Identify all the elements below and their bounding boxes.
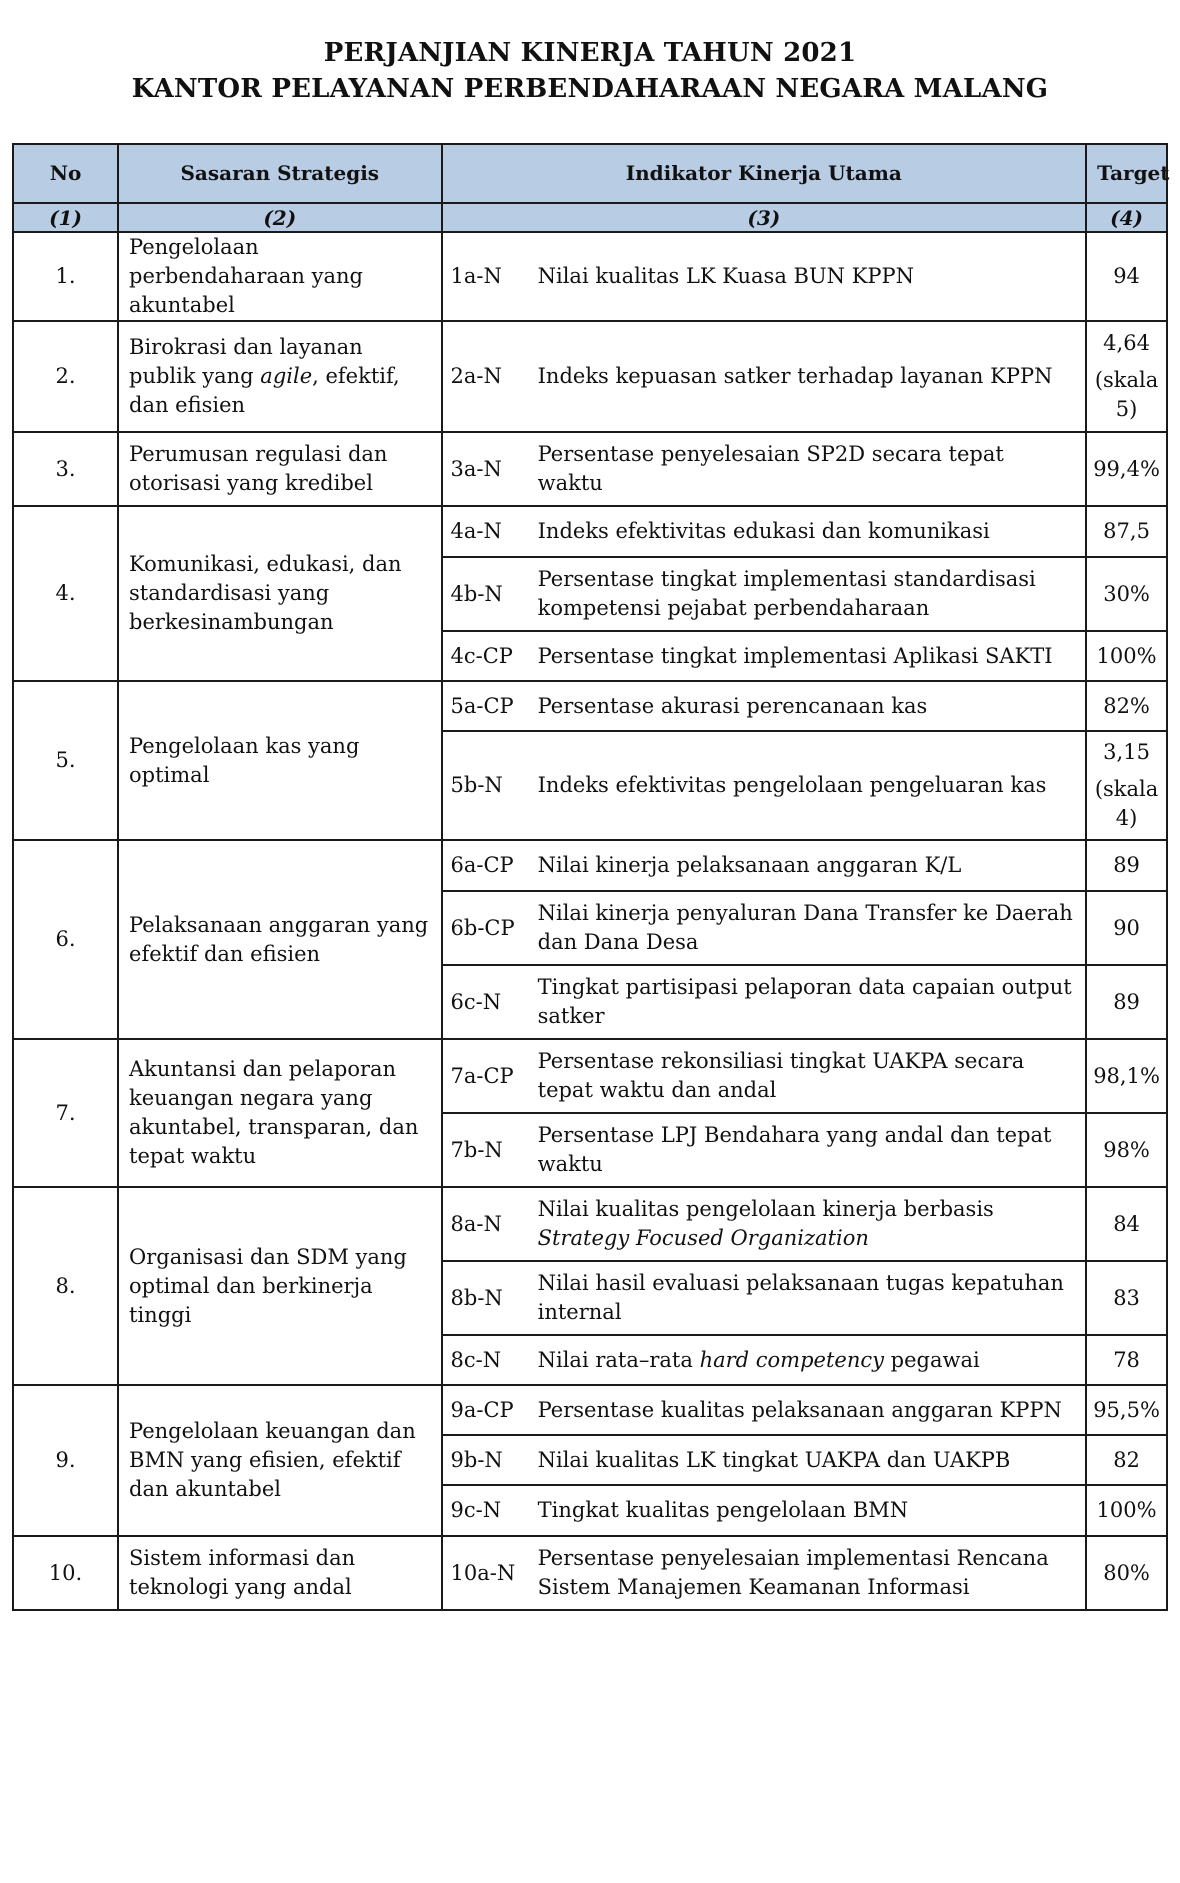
target-spacer — [1091, 767, 1162, 775]
row-number: 2. — [13, 321, 118, 432]
sasaran-strategis-cell: Pengelolaan keuangan dan BMN yang efisien, efektif dan akuntabel — [118, 1385, 442, 1536]
document-subtitle: KANTOR PELAYANAN PERBENDAHARAAN NEGARA MALANG — [131, 74, 1049, 104]
sasaran-strategis-cell: Komunikasi, edukasi, dan standardisasi yang berkesinambungan — [118, 506, 442, 681]
target-spacer — [1091, 358, 1162, 366]
row-number: 7. — [13, 1039, 118, 1187]
target-value: 78 — [1086, 1335, 1167, 1385]
indicator-italic-term: hard competency — [699, 1347, 884, 1372]
target-value — [1086, 321, 1167, 432]
indicator-description: Persentase LPJ Bendahara yang andal dan tepat waktu — [530, 1113, 1086, 1187]
performance-agreement-table — [12, 143, 1168, 1611]
indicator-description: Indeks kepuasan satker terhadap layanan KPPN — [530, 321, 1086, 432]
indicator-text: pegawai — [883, 1347, 980, 1372]
sasaran-strategis-cell — [118, 321, 442, 432]
indicator-description — [530, 1187, 1086, 1261]
indicator-description: Persentase tingkat implementasi Aplikasi SAKTI — [530, 631, 1086, 681]
sasaran-strategis-cell: Sistem informasi dan teknologi yang andal — [118, 1536, 442, 1610]
target-value: 100% — [1086, 1485, 1167, 1536]
indicator-text: Nilai rata–rata — [537, 1347, 700, 1372]
row-number: 3. — [13, 432, 118, 506]
row-number: 10. — [13, 1536, 118, 1610]
indicator-description: Nilai kinerja penyaluran Dana Transfer ke Daerah dan Dana Desa — [530, 891, 1086, 965]
target-value: 98,1% — [1086, 1039, 1167, 1113]
indicator-code: 3a-N — [442, 432, 530, 506]
target-number: 4,64 — [1103, 331, 1150, 355]
row-number: 4. — [13, 506, 118, 681]
sasaran-strategis-cell: Akuntansi dan pelaporan keuangan negara yang akuntabel, transparan, dan tepat waktu — [118, 1039, 442, 1187]
target-value: 80% — [1086, 1536, 1167, 1610]
table-row — [13, 432, 1167, 506]
sasaran-strategis-cell: Pelaksanaan anggaran yang efektif dan efisien — [118, 840, 442, 1039]
column-number-2: (2) — [118, 203, 442, 232]
indicator-code: 9b-N — [442, 1435, 530, 1485]
table-body — [13, 232, 1167, 1610]
column-number-4: (4) — [1086, 203, 1167, 232]
row-number: 6. — [13, 840, 118, 1039]
sasaran-italic-term: agile — [260, 364, 313, 388]
indicator-code: 7a-CP — [442, 1039, 530, 1113]
table-header-row — [13, 144, 1167, 203]
row-number: 5. — [13, 681, 118, 840]
indicator-description: Persentase kualitas pelaksanaan anggaran KPPN — [530, 1385, 1086, 1435]
table-row — [13, 1187, 1167, 1261]
indicator-code: 8c-N — [442, 1335, 530, 1385]
target-value: 89 — [1086, 965, 1167, 1039]
table-column-number-row — [13, 203, 1167, 232]
sasaran-strategis-cell: Pengelolaan perbendaharaan yang akuntabel — [118, 232, 442, 321]
row-number: 9. — [13, 1385, 118, 1536]
indicator-italic-term: Strategy Focused Organization — [537, 1226, 869, 1250]
sasaran-strategis-cell: Organisasi dan SDM yang optimal dan berkinerja tinggi — [118, 1187, 442, 1385]
indicator-code: 6a-CP — [442, 840, 530, 891]
target-value: 100% — [1086, 631, 1167, 681]
indicator-description: Persentase tingkat implementasi standardisasi kompetensi pejabat perbendaharaan — [530, 557, 1086, 631]
target-value: 82% — [1086, 681, 1167, 731]
indicator-code: 4a-N — [442, 506, 530, 557]
indicator-description: Indeks efektivitas pengelolaan pengeluaran kas — [530, 731, 1086, 840]
indicator-description: Nilai hasil evaluasi pelaksanaan tugas kepatuhan internal — [530, 1261, 1086, 1335]
target-value: 99,4% — [1086, 432, 1167, 506]
target-scale-note: (skala 4) — [1094, 777, 1159, 830]
indicator-code: 6c-N — [442, 965, 530, 1039]
sasaran-text: Birokrasi dan layanan publik yang — [129, 335, 363, 388]
header-target: Target — [1086, 144, 1167, 203]
document-title: PERJANJIAN KINERJA TAHUN 2021 — [323, 38, 857, 68]
sasaran-strategis-cell: Pengelolaan kas yang optimal — [118, 681, 442, 840]
indicator-description: Nilai kinerja pelaksanaan anggaran K/L — [530, 840, 1086, 891]
table-row — [13, 1385, 1167, 1435]
table-row — [13, 1039, 1167, 1113]
header-indikator-kinerja-utama: Indikator Kinerja Utama — [442, 144, 1087, 203]
target-value: 87,5 — [1086, 506, 1167, 557]
indicator-code: 5b-N — [442, 731, 530, 840]
indicator-code: 9a-CP — [442, 1385, 530, 1435]
table-row — [13, 321, 1167, 432]
row-number: 1. — [13, 232, 118, 321]
indicator-description: Persentase penyelesaian implementasi Rencana Sistem Manajemen Keamanan Informasi — [530, 1536, 1086, 1610]
indicator-code: 8b-N — [442, 1261, 530, 1335]
indicator-code: 7b-N — [442, 1113, 530, 1187]
target-value: 98% — [1086, 1113, 1167, 1187]
table-row — [13, 1536, 1167, 1610]
table-row — [13, 232, 1167, 321]
target-value: 83 — [1086, 1261, 1167, 1335]
target-value: 89 — [1086, 840, 1167, 891]
target-value: 82 — [1086, 1435, 1167, 1485]
indicator-code: 9c-N — [442, 1485, 530, 1536]
table-row — [13, 681, 1167, 731]
target-value: 94 — [1086, 232, 1167, 321]
indicator-code: 1a-N — [442, 232, 530, 321]
column-number-3: (3) — [442, 203, 1087, 232]
target-value: 84 — [1086, 1187, 1167, 1261]
indicator-code: 10a-N — [442, 1536, 530, 1610]
header-no: No — [13, 144, 118, 203]
indicator-description: Nilai kualitas LK tingkat UAKPA dan UAKPB — [530, 1435, 1086, 1485]
indicator-code: 2a-N — [442, 321, 530, 432]
target-value: 95,5% — [1086, 1385, 1167, 1435]
indicator-description — [530, 1335, 1086, 1385]
indicator-description: Tingkat kualitas pengelolaan BMN — [530, 1485, 1086, 1536]
indicator-description: Indeks efektivitas edukasi dan komunikasi — [530, 506, 1086, 557]
header-sasaran-strategis: Sasaran Strategis — [118, 144, 442, 203]
target-value — [1086, 731, 1167, 840]
sasaran-strategis-cell: Perumusan regulasi dan otorisasi yang kredibel — [118, 432, 442, 506]
sasaran-text: , efektif, dan efisien — [129, 364, 400, 417]
indicator-description: Persentase akurasi perencanaan kas — [530, 681, 1086, 731]
indicator-code: 4c-CP — [442, 631, 530, 681]
target-scale-note: (skala 5) — [1094, 368, 1159, 421]
table-row — [13, 840, 1167, 891]
indicator-description: Tingkat partisipasi pelaporan data capaian output satker — [530, 965, 1086, 1039]
indicator-code: 6b-CP — [442, 891, 530, 965]
indicator-description: Persentase penyelesaian SP2D secara tepat waktu — [530, 432, 1086, 506]
indicator-text: Nilai kualitas pengelolaan kinerja berbasis — [537, 1197, 994, 1221]
indicator-code: 8a-N — [442, 1187, 530, 1261]
target-number: 3,15 — [1103, 740, 1150, 764]
indicator-code: 5a-CP — [442, 681, 530, 731]
table-row — [13, 506, 1167, 557]
target-value: 30% — [1086, 557, 1167, 631]
target-value: 90 — [1086, 891, 1167, 965]
indicator-description: Nilai kualitas LK Kuasa BUN KPPN — [530, 232, 1086, 321]
indicator-description: Persentase rekonsiliasi tingkat UAKPA secara tepat waktu dan andal — [530, 1039, 1086, 1113]
column-number-1: (1) — [13, 203, 118, 232]
indicator-code: 4b-N — [442, 557, 530, 631]
row-number: 8. — [13, 1187, 118, 1385]
